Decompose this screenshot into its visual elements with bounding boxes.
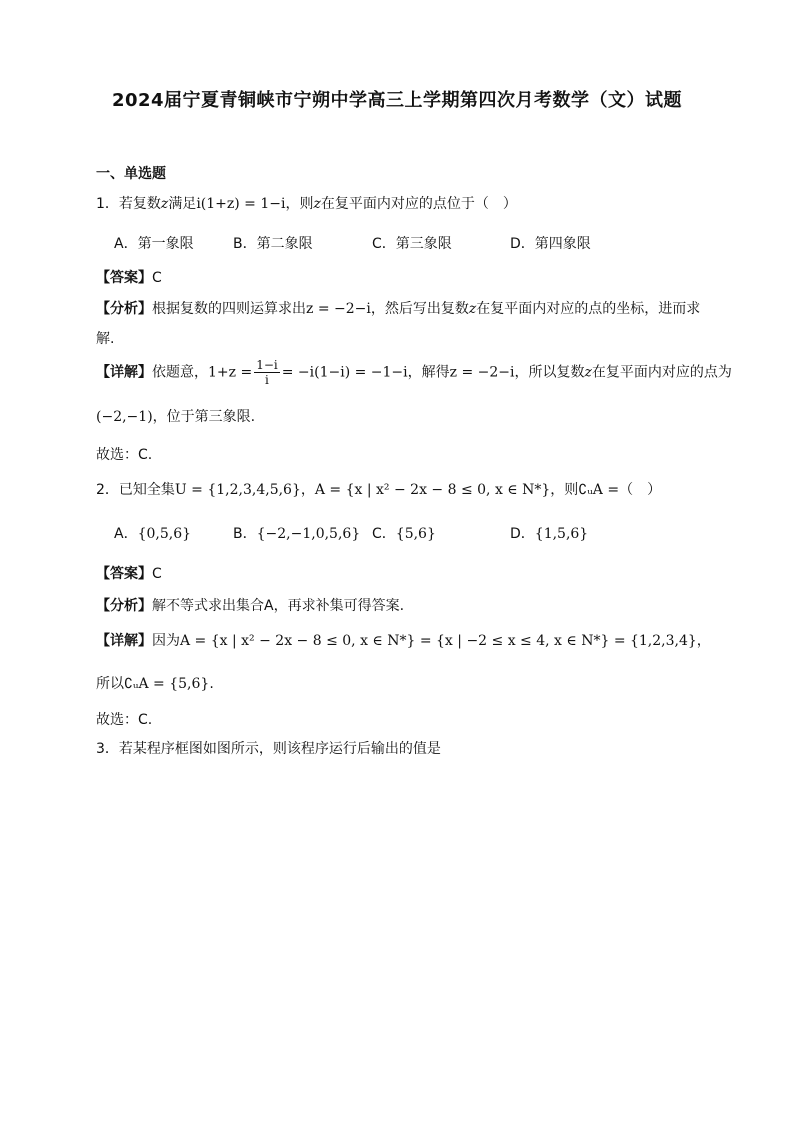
q1-conclusion: 故选：C. — [96, 447, 153, 463]
q2-number: 2． — [96, 482, 119, 498]
q1-answer: 【答案】C — [96, 270, 162, 286]
q1-detail-cont: (−2,−1)，位于第三象限. — [96, 409, 256, 425]
q1-fraction: $\frac{1-i}{i}$ — [256, 358, 278, 387]
q1-option-d: D．第四象限 — [510, 236, 591, 252]
q1-option-c: C．第三象限 — [372, 236, 452, 252]
q2-detail: 【详解】因为A = {x | x² − 2x − 8 ≤ 0, x ∈ N*} = {x | −2 ≤ x ≤ 4, x ∈ N*} = {1,2,3,4}， — [96, 633, 711, 649]
q1-stem: 1．若复数z满足i(1+z) = 1−i，则z在复平面内对应的点位于（ ） — [96, 196, 517, 212]
section-heading: 一、单选题 — [96, 166, 166, 182]
q2-conclusion: 故选：C. — [96, 712, 153, 728]
q2-detail-cont: 所以∁ᵤA = {5,6}. — [96, 676, 214, 692]
q2-option-d: D．{1,5,6} — [510, 526, 589, 542]
q3-stem: 3．若某程序框图如图所示，则该程序运行后输出的值是 — [96, 741, 441, 757]
q2-option-c: C．{5,6} — [372, 526, 436, 542]
q1-option-b: B．第二象限 — [233, 236, 313, 252]
q2-option-a: A．{0,5,6} — [114, 526, 192, 542]
q2-analysis: 【分析】解不等式求出集合A，再求补集可得答案. — [96, 598, 405, 614]
q1-analysis: 【分析】根据复数的四则运算求出z = −2−i，然后写出复数z在复平面内对应的点的坐标，进而求 — [96, 301, 701, 317]
q3-number: 3． — [96, 741, 119, 757]
q1-analysis-cont: 解. — [96, 331, 115, 347]
q2-answer: 【答案】C — [96, 566, 162, 582]
q1-equation: i(1+z) = 1−i — [196, 196, 286, 212]
q1-detail: 【详解】依题意，1+z = $\frac{1-i}{i}$ = −i(1−i) = −1−i，解得z = −2−i，所以复数z在复平面内对应的点为 — [96, 358, 732, 387]
page-title: 2024届宁夏青铜峡市宁朔中学高三上学期第四次月考数学（文）试题 — [111, 90, 683, 111]
q2-stem: 2．已知全集U = {1,2,3,4,5,6}，A = {x | x² − 2x − 8 ≤ 0, x ∈ N*}，则∁ᵤA =（ ） — [96, 482, 662, 498]
q2-option-b: B．{−2,−1,0,5,6} — [233, 526, 361, 542]
q1-number: 1． — [96, 196, 119, 212]
q1-option-a: A．第一象限 — [114, 236, 194, 252]
